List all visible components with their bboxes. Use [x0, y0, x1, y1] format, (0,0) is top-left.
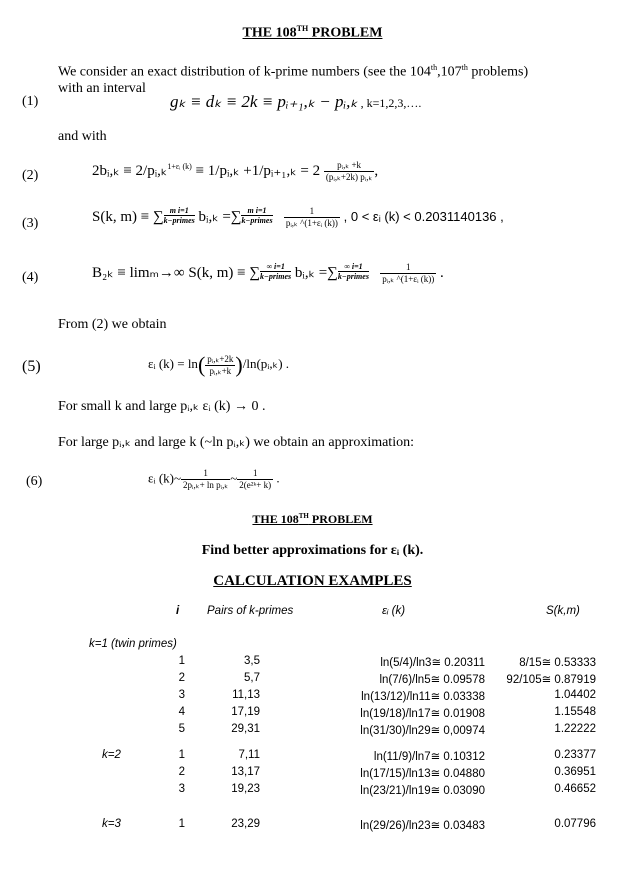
cell-s: 0.23377 [554, 749, 596, 761]
cell-epsilon: ln(5/4)/ln3≅ 0.20311 [380, 657, 485, 669]
header-s: S(k,m) [546, 605, 580, 617]
cell-i: 3 [178, 689, 185, 701]
header-eps: εᵢ (k) [382, 605, 406, 617]
eq1-number: (1) [22, 94, 39, 109]
cell-s: 0.07796 [554, 818, 596, 830]
table-row [0, 706, 625, 722]
cell-pair: 19,23 [231, 783, 260, 795]
page-title: THE 108TH PROBLEM [242, 24, 383, 41]
cell-pair: 23,29 [231, 818, 260, 830]
eq2-formula: 2bᵢ,ₖ ≡ 2/pᵢ,ₖ$^{1+\varepsilon ᵢ (k)}$ ≡ 1/pᵢ,ₖ +1/pᵢ₊₁,ₖ = 2 $\frac{\text{pᵢ,ₖ +k}}{\text{(pᵢ,ₖ+2k) pᵢ,ₖ}}$ , [92, 160, 379, 182]
cell-i: 5 [178, 723, 185, 735]
cell-s: 1.04402 [554, 689, 596, 701]
cell-epsilon: ln(13/12)/ln11≅ 0.03338 [361, 691, 485, 703]
group-label-k2: k=2 [102, 749, 121, 761]
cell-s: 0.36951 [554, 766, 596, 778]
find-approximations-text: Find better approximations for εᵢ (k). [201, 543, 424, 558]
cell-s: 1.22222 [554, 723, 596, 735]
cell-i: 1 [178, 655, 185, 667]
cell-epsilon: ln(7/6)/ln5≅ 0.09578 [379, 674, 485, 686]
table-row [0, 689, 625, 705]
eq3-formula: S(k, m) ≡ ∑ m i=1 k−primes bᵢ,ₖ =∑ m i=1 k−primes $\frac{1}{\text{pᵢ,ₖ \textasciicircum{}(1+εᵢ (k))}}$ , 0 < εᵢ (k) < 0.2031140136 , [92, 206, 504, 228]
subtitle: THE 108TH PROBLEM [252, 512, 373, 526]
cell-pair: 3,5 [244, 655, 260, 667]
intro-paragraph: We consider an exact distribution of k-prime numbers (see the 104th,107th problems) with an interval [58, 63, 529, 96]
eq4-number: (4) [22, 270, 39, 285]
group-label-k1: k=1 (twin primes) [89, 638, 177, 650]
cell-pair: 29,31 [231, 723, 260, 735]
cell-i: 1 [178, 749, 185, 761]
table-row [0, 672, 625, 688]
cell-pair: 5,7 [244, 672, 260, 684]
table-row [0, 655, 625, 671]
cell-pair: 13,17 [231, 766, 260, 778]
eq2-number: (2) [22, 168, 39, 183]
calculation-table [0, 605, 625, 865]
table-row [0, 818, 625, 834]
cell-s: 0.46652 [554, 783, 596, 795]
cell-pair: 17,19 [231, 706, 260, 718]
eq3-number: (3) [22, 216, 39, 231]
eq6-number: (6) [26, 474, 43, 489]
eq5-number: (5) [22, 358, 41, 375]
large-p-text: For large pᵢ,ₖ and large k (~ln pᵢ,ₖ) we obtain an approximation: [58, 435, 414, 450]
header-i: i [176, 605, 180, 617]
cell-pair: 7,11 [238, 749, 260, 761]
small-k-text: For small k and large pᵢ,ₖ εᵢ (k) → 0 . [58, 399, 266, 414]
cell-epsilon: ln(17/15)/ln13≅ 0.04880 [360, 768, 485, 780]
cell-i: 4 [178, 706, 185, 718]
from-2-text: From (2) we obtain [58, 317, 167, 332]
cell-s: 8/15≅ 0.53333 [519, 657, 596, 669]
calculation-examples-title: CALCULATION EXAMPLES [213, 573, 412, 589]
cell-i: 2 [178, 672, 185, 684]
eq4-formula: B₂ₖ ≡ limₘ→∞ S(k, m) ≡ ∑ ∞ i=1 k−primes bᵢ,ₖ =∑ ∞ i=1 k−primes $\frac{1}{\text{pᵢ,ₖ \textasciicircum{}(1+εᵢ (k))}}$ . [92, 262, 444, 284]
cell-epsilon: ln(11/9)/ln7≅ 0.10312 [373, 751, 485, 763]
cell-s: 1.15548 [554, 706, 596, 718]
cell-epsilon: ln(19/18)/ln17≅ 0.01908 [360, 708, 485, 720]
cell-i: 2 [178, 766, 185, 778]
cell-epsilon: ln(31/30)/ln29≅ 0,00974 [360, 725, 485, 737]
cell-s: 92/105≅ 0.87919 [506, 674, 596, 686]
eq5-formula: εᵢ (k) = ln( $\frac{\text{pᵢ,ₖ+2k}}{\text{pᵢ,ₖ+k}}$ )/ln(pᵢ,ₖ) . [148, 352, 290, 377]
table-row [0, 783, 625, 799]
and-with-text: and with [58, 129, 107, 144]
table-row [0, 766, 625, 782]
eq1-formula: gₖ ≡ dₖ ≡ 2k ≡ pᵢ₊₁,ₖ − pᵢ,ₖ , k=1,2,3,…. [170, 92, 422, 111]
header-pairs: Pairs of k-primes [207, 605, 294, 617]
cell-i: 1 [178, 818, 185, 830]
table-row [0, 723, 625, 739]
cell-i: 3 [178, 783, 185, 795]
table-row [0, 749, 625, 765]
cell-pair: 11,13 [232, 689, 260, 701]
eq6-formula: εᵢ (k)~ $\frac{1}{\text{2pᵢ,ₖ+ ln pᵢ,ₖ}}$ ~ $\frac{1}{\text{2(e²ᵏ+ k)}}$ . [148, 468, 280, 490]
group-label-k3: k=3 [102, 818, 121, 830]
cell-epsilon: ln(23/21)/ln19≅ 0.03090 [360, 785, 485, 797]
cell-epsilon: ln(29/26)/ln23≅ 0.03483 [360, 820, 485, 832]
